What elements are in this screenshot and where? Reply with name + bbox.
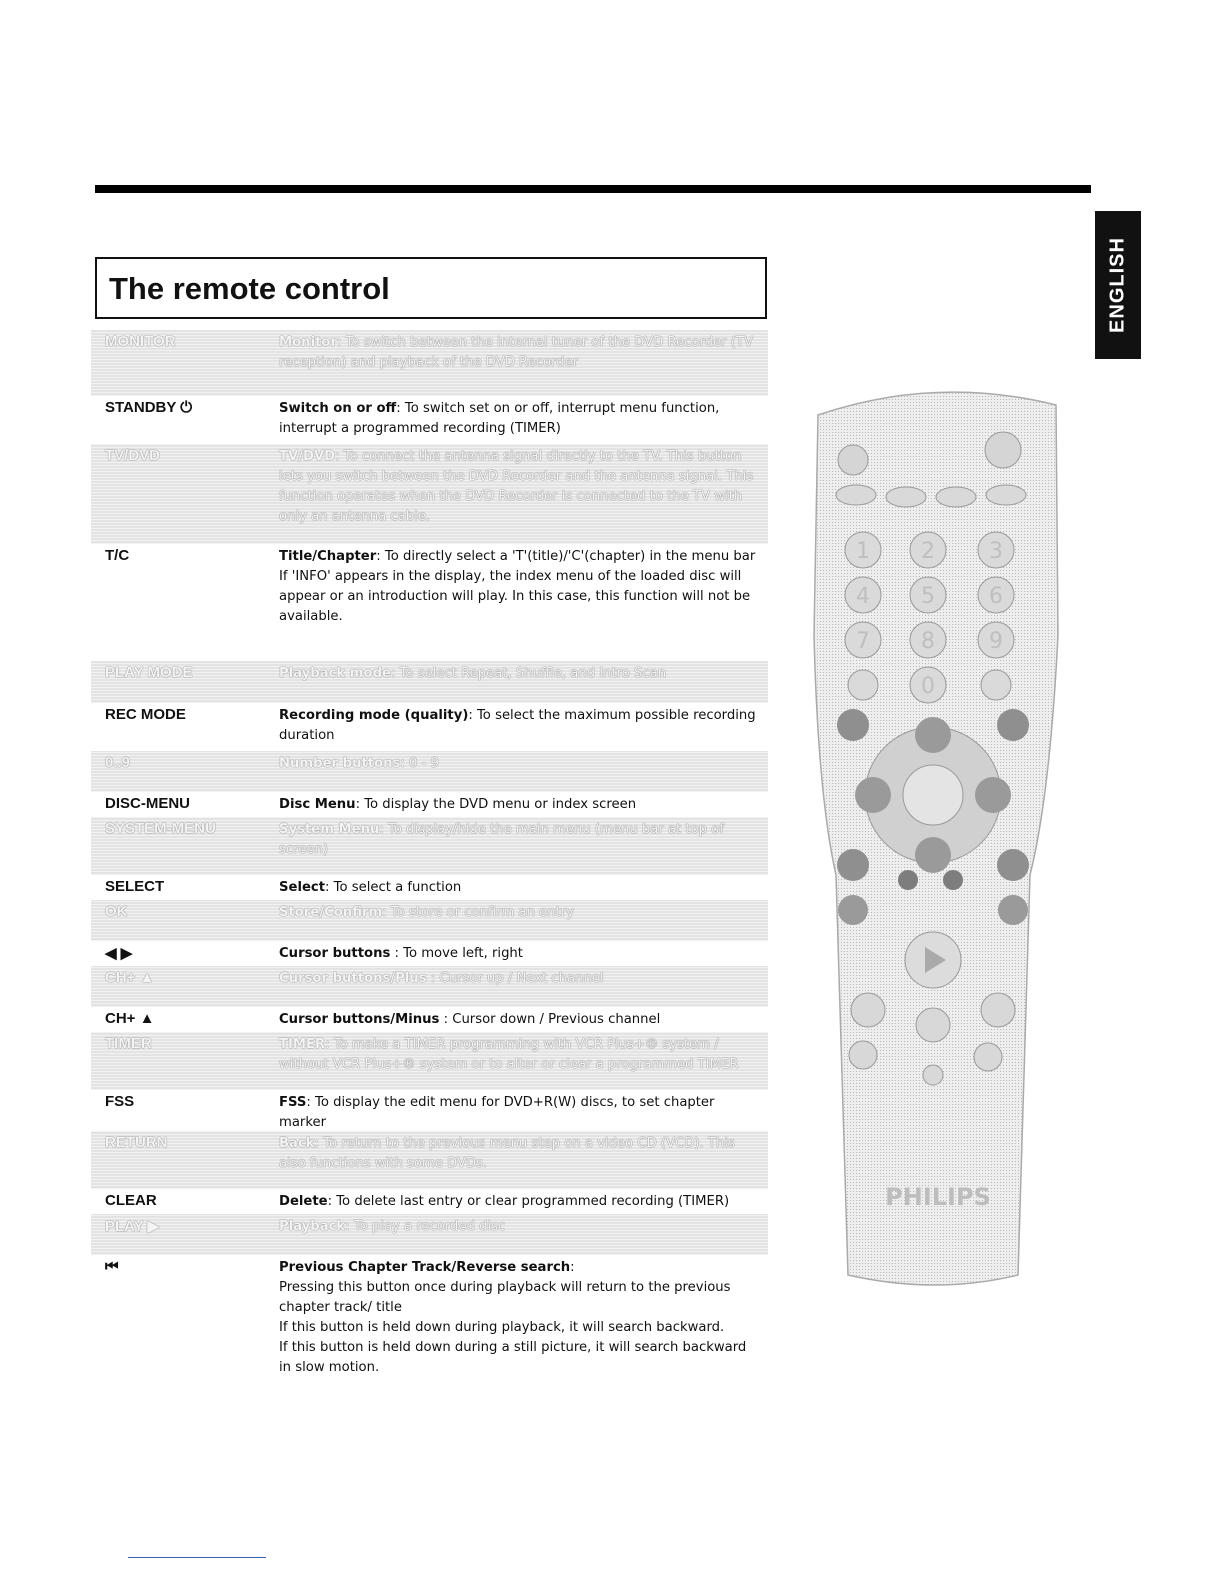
button-description <box>279 547 759 627</box>
button-name: T/C <box>105 547 130 564</box>
svg-text:4: 4 <box>856 584 870 609</box>
function-text: : To switch set on or off, interrupt menu function, interrupt a programmed recording (TIMER) <box>279 401 720 436</box>
function-text: : To directly select a 'T'(title)/'C'(chapter) in the menu bar <box>376 549 756 564</box>
function-term: Cursor buttons/Minus <box>279 1012 440 1027</box>
table-row <box>91 444 768 544</box>
function-term: Monitor <box>279 335 337 350</box>
svg-text:2: 2 <box>921 539 935 564</box>
button-description <box>279 878 759 898</box>
button-name: MONITOR <box>105 333 176 350</box>
title-box <box>95 257 767 319</box>
table-row <box>91 544 768 661</box>
svg-text:3: 3 <box>989 539 1003 564</box>
button-description <box>279 795 759 815</box>
button-name: ◀ ▶ <box>105 945 133 962</box>
function-note: If this button is held down during playback, it will search backward. <box>279 1320 725 1335</box>
function-note: If this button is held down during a still picture, it will search backward in slow motion. <box>279 1340 747 1375</box>
table-row <box>91 966 768 1007</box>
function-text: : 0 - 9 <box>400 756 439 771</box>
svg-text:8: 8 <box>921 629 935 654</box>
table-row <box>91 1032 768 1090</box>
function-text: : To display the edit menu for DVD+R(W) discs, to set chapter marker <box>279 1095 715 1130</box>
function-term: Recording mode (quality) <box>279 708 469 723</box>
button-name: TV/DVD <box>105 447 161 464</box>
button-description <box>279 969 759 989</box>
function-text: : To make a TIMER programming with VCR Plus+® system / without VCR Plus+® system or to alter or clear a programmed TIMER <box>279 1037 739 1072</box>
button-name: FSS <box>105 1093 135 1110</box>
function-term: Delete <box>279 1194 328 1209</box>
table-row <box>91 1255 768 1395</box>
button-description <box>279 903 759 923</box>
button-description <box>279 1035 759 1075</box>
button-name: PLAY MODE <box>105 664 193 681</box>
function-text: : To switch between the internal tuner of the DVD Recorder (TV reception) and playback of the DVD Recorder <box>279 335 753 370</box>
remote-brand-text: PHILIPS <box>885 1183 991 1211</box>
button-description <box>279 1010 759 1030</box>
table-row <box>91 751 768 792</box>
svg-text:5: 5 <box>921 584 935 609</box>
button-description <box>279 333 759 373</box>
table-row <box>91 330 768 396</box>
function-text: : To delete last entry or clear programmed recording (TIMER) <box>327 1194 730 1209</box>
button-name: STANDBY ⏻ <box>105 399 193 416</box>
page-title: The remote control <box>109 271 390 306</box>
footnote-rule <box>128 1557 266 1558</box>
table-row <box>91 1214 768 1255</box>
function-text: : To connect the antenna signal directly to the TV. This button lets you switch between the DVD Recorder and the antenna signal. This function operates when the DVD Recorder is connected to the TV with only an antenna cable. <box>279 449 754 524</box>
function-term: System Menu <box>279 822 380 837</box>
button-name: CH+ ▲ <box>105 969 155 986</box>
button-description <box>279 820 759 860</box>
table-row <box>91 792 768 817</box>
button-name: 0..9 <box>105 754 131 771</box>
function-term: Store/Confirm <box>279 905 383 920</box>
table-row <box>91 875 768 900</box>
function-term: TIMER <box>279 1037 326 1052</box>
remote-control-image <box>808 375 1064 1295</box>
function-text: : To display the DVD menu or index screen <box>355 797 637 812</box>
button-name: SELECT <box>105 878 165 895</box>
language-tab-label: ENGLISH <box>1106 237 1129 333</box>
function-note: If 'INFO' appears in the display, the index menu of the loaded disc will appear or an introduction will play. In this case, this function will not be available. <box>279 569 751 624</box>
button-description <box>279 1258 759 1378</box>
svg-text:7: 7 <box>856 629 870 654</box>
button-name: CH+ ▲ <box>105 1010 155 1027</box>
remote-function-table <box>91 330 768 1395</box>
button-description <box>279 664 759 684</box>
button-description <box>279 706 759 746</box>
table-row <box>91 661 768 703</box>
svg-text:1: 1 <box>856 539 870 564</box>
function-term: Playback <box>279 1219 346 1234</box>
function-text: : Cursor up / Next channel <box>426 971 604 986</box>
svg-text:0: 0 <box>921 674 935 699</box>
function-term: Playback mode <box>279 666 391 681</box>
button-name: OK <box>105 903 128 920</box>
function-text: : Cursor down / Previous channel <box>439 1012 661 1027</box>
button-name: ⏮ <box>105 1258 119 1275</box>
button-description <box>279 1192 759 1212</box>
button-description <box>279 944 759 964</box>
table-row <box>91 396 768 444</box>
svg-text:9: 9 <box>989 629 1003 654</box>
function-text: : To play a recorded disc <box>345 1219 506 1234</box>
svg-text:6: 6 <box>989 584 1003 609</box>
button-name: TIMER <box>105 1035 152 1052</box>
button-description <box>279 399 759 439</box>
function-term: Cursor buttons/Plus <box>279 971 427 986</box>
function-term: Cursor buttons <box>279 946 391 961</box>
button-description <box>279 1217 759 1237</box>
button-description <box>279 447 759 527</box>
function-term: Back <box>279 1136 315 1151</box>
function-text: : To store or confirm an entry <box>382 905 574 920</box>
button-name: PLAY ▶ <box>105 1218 160 1235</box>
button-name: REC MODE <box>105 706 186 723</box>
function-term: Previous Chapter Track/Reverse search <box>279 1260 571 1275</box>
function-note: Pressing this button once during playback will return to the previous chapter track/ title <box>279 1280 731 1315</box>
table-row <box>91 1090 768 1131</box>
button-description <box>279 754 759 774</box>
button-name: RETURN <box>105 1134 168 1151</box>
table-row <box>91 941 768 966</box>
language-tab <box>1095 211 1141 359</box>
function-term: FSS <box>279 1095 307 1110</box>
function-text: : To select Repeat, Shuffle, and Intro Scan <box>390 666 667 681</box>
button-name: SYSTEM-MENU <box>105 820 216 837</box>
function-text: : To move left, right <box>390 946 523 961</box>
table-row <box>91 1007 768 1032</box>
function-term: Title/Chapter <box>279 549 377 564</box>
function-text: : To display/hide the main menu (menu bar at top of screen) <box>279 822 724 857</box>
function-term: Switch on or off <box>279 401 397 416</box>
button-description <box>279 1134 759 1174</box>
function-text: : <box>570 1260 575 1275</box>
function-term: Number buttons <box>279 756 401 771</box>
function-text: : To return to the previous menu step on a video CD (VCD). This also functions with some DVDs. <box>279 1136 735 1171</box>
button-description <box>279 1093 759 1133</box>
table-row <box>91 817 768 875</box>
button-name: CLEAR <box>105 1192 157 1209</box>
function-text: : To select a function <box>325 880 462 895</box>
function-term: TV/DVD <box>279 449 336 464</box>
button-name: DISC-MENU <box>105 795 190 812</box>
function-text: : To select the maximum possible recording duration <box>279 708 756 743</box>
top-rule <box>95 185 1091 193</box>
table-row <box>91 900 768 941</box>
table-row <box>91 1189 768 1214</box>
function-term: Select <box>279 880 326 895</box>
table-row <box>91 703 768 751</box>
table-row <box>91 1131 768 1189</box>
function-term: Disc Menu <box>279 797 356 812</box>
